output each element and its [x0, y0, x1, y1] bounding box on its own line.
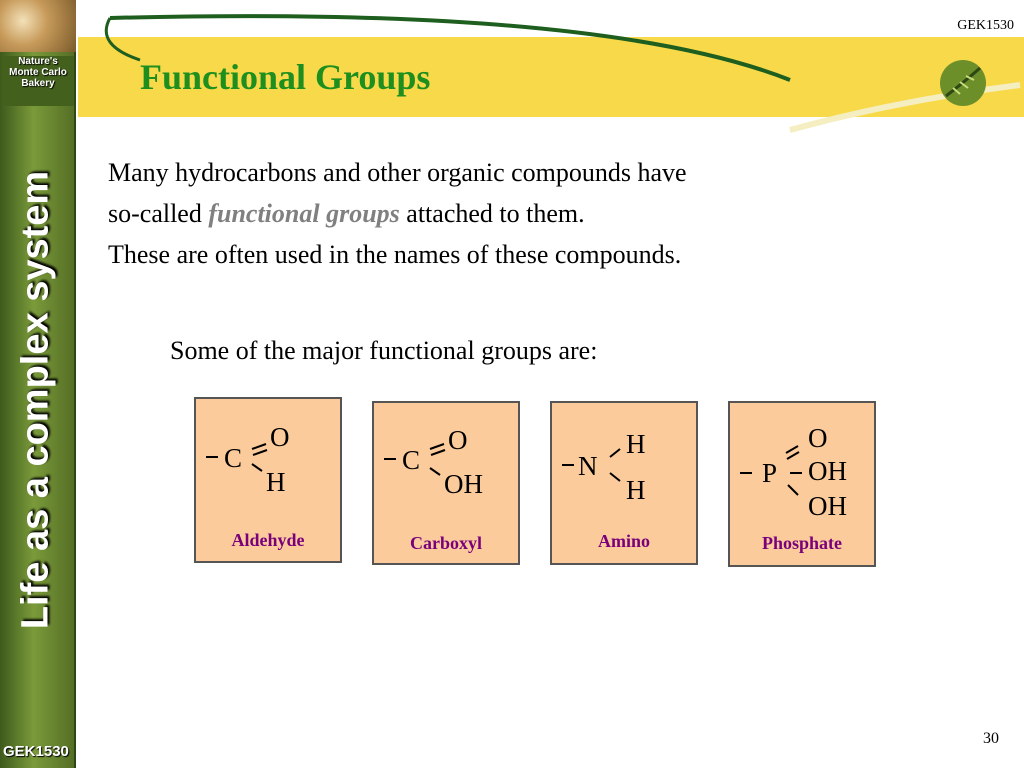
atom-top: O: [448, 425, 468, 455]
atom-bottom: H: [266, 467, 286, 497]
group-label: Phosphate: [761, 533, 842, 553]
course-code: GEK1530: [957, 18, 1014, 33]
body-line: [108, 193, 908, 234]
logo-line: Monte Carlo: [9, 67, 67, 78]
page-title: Functional Groups: [140, 57, 431, 97]
atom-top: O: [270, 422, 290, 452]
sidebar-vertical-title: [6, 130, 66, 670]
subheading: Some of the major functional groups are:: [170, 336, 598, 365]
body-line: These are often used in the names of these compounds.: [108, 240, 682, 269]
atom-center: P: [762, 458, 778, 488]
sidebar-vertical-text: Life as a complex system: [14, 170, 57, 630]
atom-bottom: OH: [808, 491, 847, 521]
atom-bottom: OH: [444, 469, 483, 499]
atom-top: H: [626, 429, 646, 459]
atom-bottom: H: [626, 475, 646, 505]
group-label: Carboxyl: [410, 533, 482, 553]
atom-top: O: [808, 423, 828, 453]
body-text-pre: so-called: [108, 199, 209, 228]
group-label: Aldehyde: [231, 530, 305, 550]
phosphate-card: [728, 401, 876, 567]
body-text: [108, 152, 908, 275]
aldehyde-card: [194, 397, 342, 563]
atom-center: C: [402, 445, 421, 475]
leaf-icon: [938, 58, 988, 108]
emphasis-term: functional groups: [208, 199, 400, 228]
amino-card: [550, 401, 698, 565]
carboxyl-card: [372, 401, 520, 565]
group-label: Amino: [597, 531, 650, 551]
page-number: 30: [983, 730, 999, 747]
body-line: Many hydrocarbons and other organic compounds have: [108, 158, 687, 187]
atom-center: C: [224, 443, 243, 473]
atom-center: N: [578, 451, 598, 481]
logo-line: Bakery: [21, 78, 55, 89]
body-text-post: attached to them.: [399, 199, 585, 228]
logo-line: Nature's: [18, 56, 58, 67]
sidebar-footer-code: GEK1530: [3, 743, 69, 760]
atom-middle: OH: [808, 456, 847, 486]
